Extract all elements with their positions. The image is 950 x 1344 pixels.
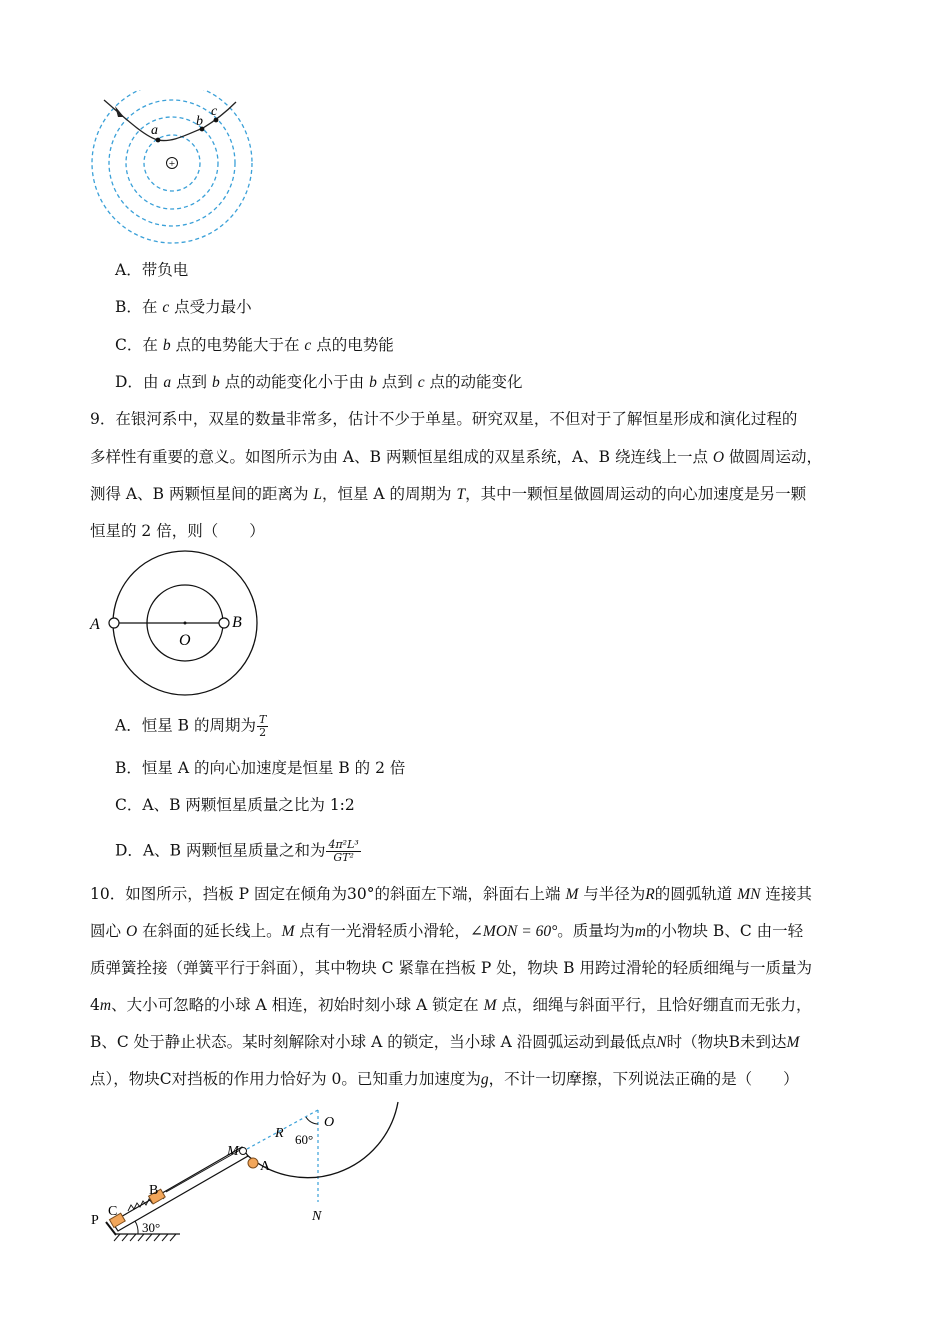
q10-line-2 [90,920,803,943]
q9-line-2 [90,446,822,469]
q10-line-6 [90,1068,799,1091]
q10-line-2-text-1: 圆心 [90,922,126,940]
q8-option-d-text-1: 由 [142,373,164,391]
q9-option-a-numerator: T [258,713,267,726]
q8-option-d-text-3: 点的动能变化小于由 [219,373,370,391]
q10-line-2-var-3: m [634,923,646,940]
q9-line-3-text-2: ，恒星 A 的周期为 [322,485,457,503]
q10-line-1-var-3: MN [737,886,761,903]
q9-line-2-text-1: 多样性有重要的意义。如图所示为由 A、B 两颗恒星组成的双星系统，A、B 绕连线上一点 [90,448,713,466]
incline-board [112,1147,248,1231]
q8-option-d-var-1: a [163,374,172,391]
label-30-degrees: 30° [142,1220,161,1235]
label-a: a [151,123,158,138]
q8-option-d-var-3: b [369,374,377,391]
q10-line-1 [90,883,812,906]
q10-line-6-text-2: ，不计一切摩擦，下列说法正确的是（ ） [488,1070,799,1088]
label-b: b [196,114,203,129]
q8-option-a-letter: A． [115,261,142,279]
q9-option-d-text: A、B 两颗恒星质量之和为 [142,841,326,860]
q10-line-4-text-2: 、大小可忽略的小球 A 相连，初始时刻小球 A 锁定在 [111,996,484,1014]
q9-line-2-var: O [712,449,725,466]
q9-line-3-var-2: T [456,486,466,503]
q10-line-5 [90,1031,799,1054]
pulley-m [240,1148,247,1155]
q8-option-b-letter: B． [115,298,142,316]
q9-option-c-letter: C． [115,796,143,814]
q10-line-2-angle: ∠MON = 60° [469,923,558,940]
q8-option-d [115,371,523,394]
q10-line-1-text-3: 与半径为 [578,885,646,903]
central-charge-plus: + [168,158,176,170]
star-a [109,618,119,628]
q9-option-a-text: 恒星 B 的周期为 [141,716,256,735]
q10-line-4-text-3: 点，细绳与斜面平行，且恰好绷直而无张力， [496,996,812,1014]
q9-option-a-letter: A． [115,716,142,735]
q10-line-1-text-5: 连接其 [760,885,812,903]
ground-hatching [114,1234,176,1241]
q10-line-6-text-1: 点），物块C对挡板的作用力恰好为 0。已知重力加速度为 [90,1070,481,1088]
q9-line-2-text-2: 做圆周运动， [724,448,823,466]
q10-line-1-text-4: 的圆弧轨道 [654,885,738,903]
q9-option-a-denominator: 2 [259,726,267,739]
label-o: O [179,632,191,649]
label-a: A [90,616,100,633]
q10-line-5-var-2: M [786,1034,800,1051]
label-a: A [260,1159,271,1174]
q8-option-c-text-2: 点的电势能大于在 [170,336,305,354]
q9-line-3-text-1: 测得 A、B 两颗恒星间的距离为 [90,485,314,503]
q10-line-2-var-1: O [125,923,138,940]
center-point-o [184,622,187,625]
q9-line-3 [90,483,806,506]
star-b [219,618,229,628]
q8-option-c-text-3: 点的电势能 [311,336,394,354]
q8-option-d-var-4: c [417,374,425,391]
q8-option-c-text-1: 在 [142,336,163,354]
label-r: R [275,1126,284,1141]
q8-field-figure [80,90,270,250]
q8-option-b-text-1: 在 [141,298,163,316]
ball-a [248,1158,258,1168]
q10-incline-figure [85,1100,415,1250]
label-p: P [91,1213,99,1228]
q8-option-a-text: 带负电 [141,261,189,279]
q10-line-5-text-2: 时（物块B未到达 [666,1033,787,1051]
label-b: B [232,614,242,631]
q8-option-d-letter: D． [115,373,143,391]
point-a [156,138,161,143]
q9-option-d [115,839,361,864]
q8-option-a [115,259,188,281]
q8-option-c-letter: C． [115,336,143,354]
q9-option-d-letter: D． [115,841,143,860]
q8-option-b [115,296,252,319]
q9-option-c [115,794,355,816]
q9-option-d-fraction [326,839,360,864]
q9-option-b-letter: B． [115,759,142,777]
q10-line-1-text-1: 10．如图所示，挡板 P 固定在倾角为 [90,885,348,903]
q10-line-1-text-2: 的斜面左下端，斜面右上端 [374,885,566,903]
q9-option-c-text: A、B 两颗恒星质量之比为 1:2 [142,796,355,814]
q9-option-a [115,714,268,739]
q8-option-d-text-4: 点到 [376,373,418,391]
q8-option-b-var: c [162,299,170,316]
q10-line-4 [90,994,811,1017]
q8-option-d-var-2: b [211,374,220,391]
q9-option-d-denominator: GT² [333,851,354,864]
q10-line-5-var-1: N [656,1034,667,1051]
q10-line-2-text-2: 在斜面的延长线上。 [137,922,282,940]
q10-line-4-var-1: m [99,997,112,1014]
q9-option-d-numerator: 4π²L³ [328,838,359,851]
q9-option-b [115,757,405,779]
q8-option-d-text-5: 点的动能变化 [424,373,523,391]
q8-option-c-var-2: c [304,337,312,354]
label-60-degrees: 60° [295,1132,314,1147]
q10-line-2-text-3: 点有一光滑轻质小滑轮， [294,922,470,940]
label-c: C [108,1204,118,1219]
q9-option-b-text: 恒星 A 的向心加速度是恒星 B 的 2 倍 [141,759,406,777]
q8-option-b-text-2: 点受力最小 [169,298,252,316]
q8-option-d-text-2: 点到 [171,373,212,391]
q10-line-2-text-4: 。质量均为 [557,922,635,940]
label-n: N [312,1209,322,1224]
q10-line-3: 质弹簧拴接（弹簧平行于斜面），其中物块 C 紧靠在挡板 P 处，物块 B 用跨过滑轮的轻质细绳与一质量为 [90,959,812,977]
q9-line-3-var-1: L [313,486,322,503]
q9-option-a-fraction [257,714,268,739]
q9-binary-star-figure [85,548,265,703]
angle-60-arc [306,1117,318,1124]
q9-line-1: 9．在银河系中，双星的数量非常多，估计不少于单星。研究双星，不但对于了解恒星形成和演化过程的 [90,410,798,428]
q10-line-4-text-1: 4 [90,996,100,1014]
q10-line-1-var-2: R [645,886,655,903]
label-c: c [211,104,218,119]
label-o: O [324,1115,335,1130]
label-b: B [149,1183,159,1198]
q8-option-c-var-1: b [162,337,171,354]
q10-line-2-text-5: 的小物块 B、C 由一轻 [646,922,804,940]
q10-line-2-var-2: M [281,923,295,940]
q9-line-3-text-3: ，其中一颗恒星做圆周运动的向心加速度是另一颗 [465,485,807,503]
q8-option-c [115,334,394,357]
q9-line-4: 恒星的 2 倍，则（ ） [90,522,265,540]
q10-line-5-text-1: B、C 处于静止状态。某时刻解除对小球 A 的锁定，当小球 A 沿圆弧运动到最低点 [90,1033,657,1051]
label-m: M [227,1144,239,1159]
q10-line-6-var: g [480,1071,489,1088]
q10-line-1-angle: 30° [347,885,375,903]
q10-line-1-var-1: M [565,886,579,903]
angle-30-arc [135,1221,138,1234]
q10-line-4-var-2: M [483,997,497,1014]
